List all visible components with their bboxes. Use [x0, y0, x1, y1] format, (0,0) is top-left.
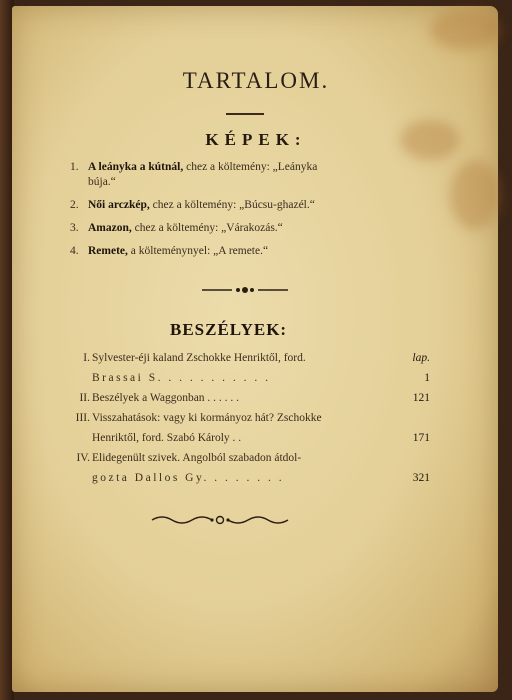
table-row: [60, 468, 430, 488]
paper-stain: [450, 160, 500, 230]
table-row: [60, 388, 430, 408]
table-row: [60, 428, 430, 448]
item-text-continued: búja.“: [88, 176, 116, 188]
item-number: 4.: [70, 245, 79, 257]
table-row: [60, 368, 430, 388]
ornament-divider: [200, 283, 290, 297]
kepek-list: [70, 160, 430, 267]
beszelyek-list: [60, 348, 430, 488]
item-title: A leányka a kútnál,: [88, 161, 184, 173]
item-number: III.: [75, 412, 90, 424]
ornament-flourish: [150, 512, 290, 528]
item-title: Amazon,: [88, 222, 132, 234]
page-number: 171: [412, 432, 430, 444]
item-text: Visszahatások: vagy ki kormányoz hát? Zschokke: [92, 412, 322, 424]
page-title: TARTALOM.: [182, 68, 330, 93]
list-item: [70, 244, 430, 259]
item-text: chez a költemény: „Búcsu-ghazél.“: [149, 199, 315, 211]
section-heading-beszelyek: BESZÉLYEK:: [170, 320, 288, 339]
page-number: 1: [424, 372, 430, 384]
list-item: [70, 198, 430, 213]
item-number: 3.: [70, 222, 79, 234]
list-item: [70, 221, 430, 236]
item-title: Remete,: [88, 245, 128, 257]
title-rule: [226, 113, 264, 115]
paper-stain: [430, 10, 500, 50]
item-number: II.: [79, 392, 90, 404]
page-number: 121: [412, 392, 430, 404]
item-text: Henriktől, ford. Szabó Károly . .: [92, 432, 242, 444]
item-number: I.: [83, 352, 90, 364]
item-text: a költeménynyel: „A remete.“: [127, 245, 269, 257]
section-heading-kepek: KÉPEK:: [205, 130, 307, 149]
page-number: 321: [412, 472, 430, 484]
page-column-header: lap.: [412, 352, 430, 364]
table-row: [60, 448, 430, 468]
item-text: gozta Dallos Gy. . . . . . . .: [92, 472, 285, 484]
item-number: 1.: [70, 161, 79, 173]
item-text: Sylvester-éji kaland Zschokke Henriktől, ford.: [92, 352, 306, 364]
item-text: Elidegenült szivek. Angolból szabadon átdol-: [92, 452, 302, 464]
list-item: [70, 160, 430, 190]
item-text: Beszélyek a Waggonban . . . . . .: [92, 392, 240, 404]
item-number: IV.: [76, 452, 90, 464]
item-text: chez a költemény: „Várakozás.“: [131, 222, 283, 234]
item-number: 2.: [70, 199, 79, 211]
item-text: Brassai S. . . . . . . . . . .: [92, 372, 271, 384]
table-row: [60, 348, 430, 368]
item-title: Női arczkép,: [88, 199, 150, 211]
item-text: chez a költemény: „Leányka: [183, 161, 318, 173]
table-row: [60, 408, 430, 428]
